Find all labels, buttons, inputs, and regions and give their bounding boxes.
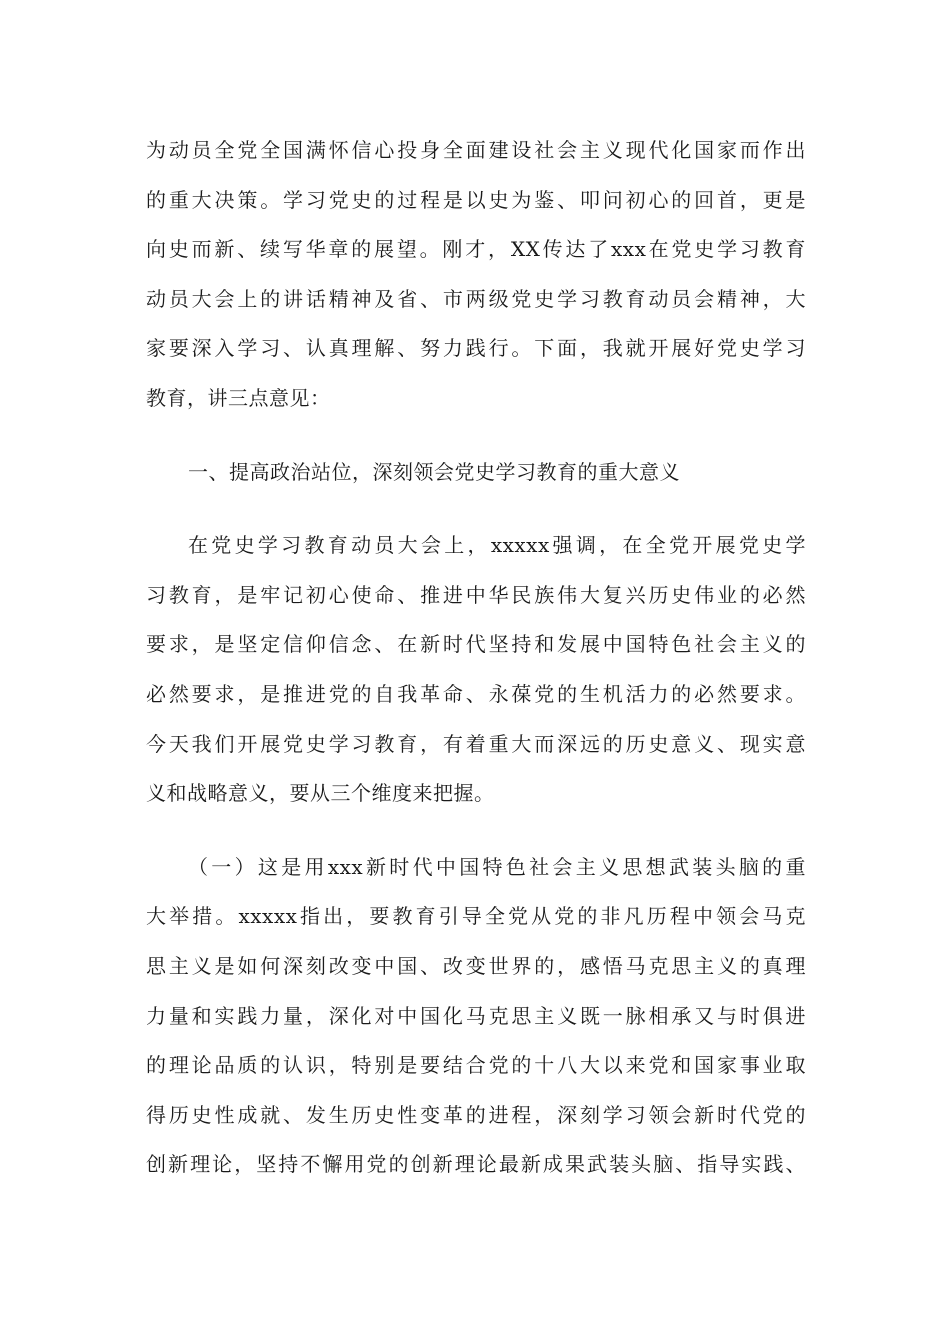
- text-line: 创新理论，坚持不懈用党的创新理论最新成果武装头脑、指导实践、: [146, 1152, 806, 1177]
- text-line: 得历史性成就、发生历史性变革的进程，深刻学习领会新时代党的: [146, 1102, 806, 1127]
- text-line: 为动员全党全国满怀信心投身全面建设社会主义现代化国家而作出: [146, 138, 806, 162]
- text-line: 教育，讲三点意见：: [146, 385, 331, 410]
- text-line: 大举措。xxxxx指出，要教育引导全党从党的非凡历程中领会马克: [146, 904, 806, 929]
- text-line: 思主义是如何深刻改变中国、改变世界的，感悟马克思主义的真理: [146, 953, 806, 978]
- text-line: 动员大会上的讲话精神及省、市两级党史学习教育动员会精神，大: [146, 286, 806, 311]
- text-line: 必然要求，是推进党的自我革命、永葆党的生机活力的必然要求。: [146, 681, 806, 706]
- paragraph-2: [146, 521, 806, 819]
- heading-text: 一、提高政治站位，深刻领会党史学习教育的重大意义: [188, 459, 680, 484]
- text-line: 力量和实践力量，深化对中国化马克思主义既一脉相承又与时俱进: [146, 1003, 806, 1028]
- text-line: 今天我们开展党史学习教育，有着重大而深远的历史意义、现实意: [146, 731, 806, 756]
- paragraph-spacer: [146, 819, 806, 843]
- text-line: 习教育，是牢记初心使命、推进中华民族伟大复兴历史伟业的必然: [146, 582, 806, 607]
- text-line: 在党史学习教育动员大会上，xxxxx强调，在全党开展党史学: [188, 533, 806, 558]
- text-line: 家要深入学习、认真理解、努力践行。下面，我就开展好党史学习: [146, 336, 806, 361]
- text-line: 要求，是坚定信仰信念、在新时代坚持和发展中国特色社会主义的: [146, 632, 806, 657]
- document-body: [146, 126, 806, 1190]
- text-line: 的理论品质的认识，特别是要结合党的十八大以来党和国家事业取: [146, 1053, 806, 1078]
- paragraph-intro: [146, 126, 806, 424]
- text-line: 义和战略意义，要从三个维度来把握。: [146, 781, 495, 806]
- text-line: 的重大决策。学习党史的过程是以史为鉴、叩问初心的回首，更是: [146, 187, 806, 212]
- paragraph-spacer: [146, 497, 806, 521]
- paragraph-3: [146, 843, 806, 1190]
- text-line: 向史而新、续写华章的展望。刚才，XX传达了xxx在党史学习教育: [146, 237, 806, 262]
- paragraph-spacer: [146, 424, 806, 448]
- text-line: （一）这是用xxx新时代中国特色社会主义思想武装头脑的重: [188, 854, 806, 879]
- section-heading-1: [146, 448, 806, 498]
